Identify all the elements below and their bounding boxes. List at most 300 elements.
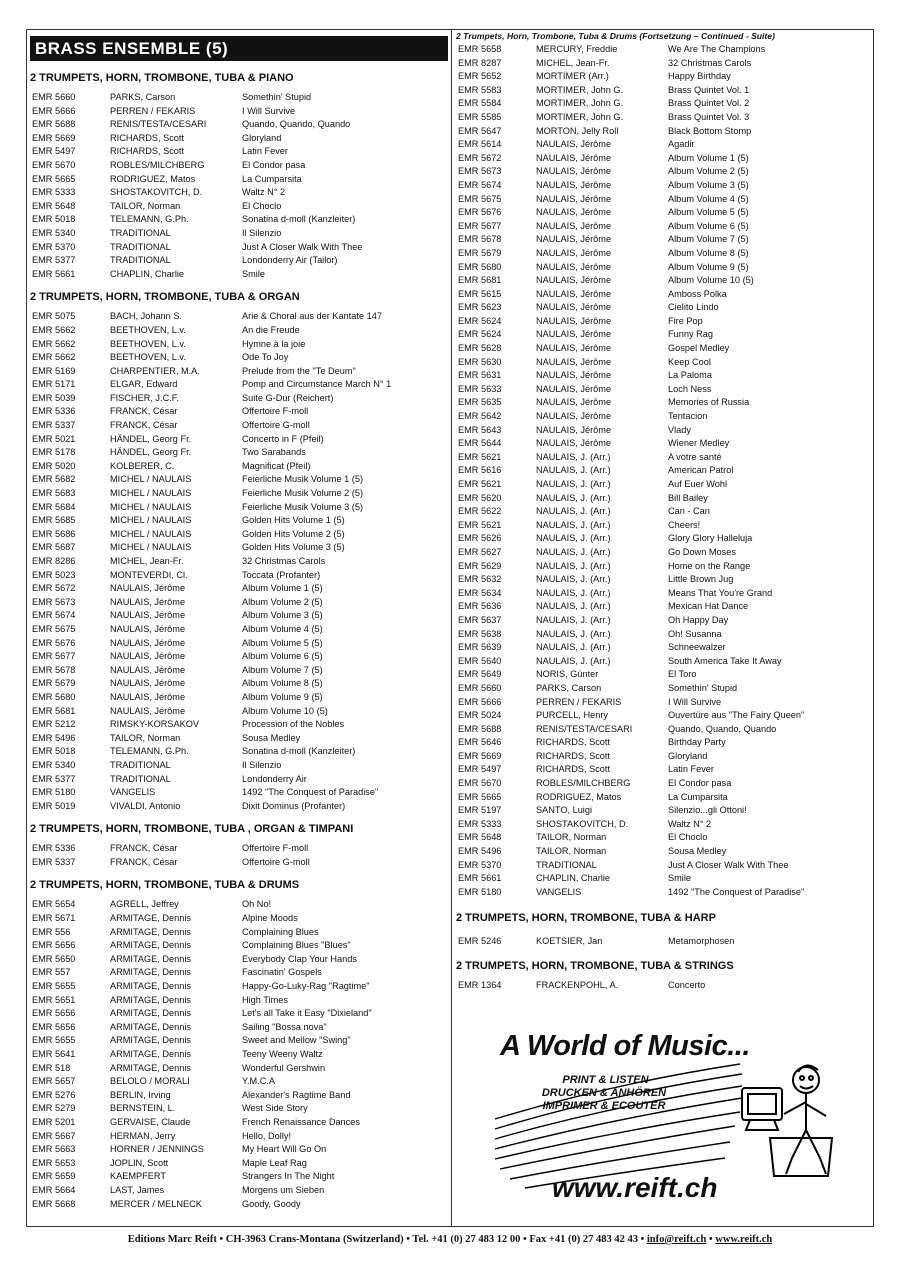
catalog-number: EMR 5333 (32, 187, 76, 198)
catalog-row (456, 886, 871, 900)
piece-title: Il Silenzio (242, 759, 282, 770)
catalog-row (456, 356, 871, 370)
catalog-number: EMR 5675 (32, 623, 76, 634)
catalog-number: EMR 5201 (32, 1116, 76, 1127)
piece-title: Cielito Lindo (668, 302, 719, 313)
piece-title: Alexander's Ragtime Band (242, 1089, 351, 1100)
catalog-row (456, 777, 871, 791)
catalog-row (456, 165, 871, 179)
footer-tel: Tel. +41 (0) 27 483 12 00 (412, 1234, 521, 1245)
composer-name: PARKS, Carson (536, 682, 602, 693)
composer-name: NORIS, Günter (536, 669, 599, 680)
catalog-row (30, 637, 448, 651)
catalog-row (456, 831, 871, 845)
catalog-number: EMR 5634 (458, 587, 502, 598)
composer-name: NAULAIS, J. (Arr.) (536, 628, 611, 639)
piece-title: El Condor pasa (668, 778, 732, 789)
composer-name: KOETSIER, Jan (536, 936, 603, 947)
piece-title: Offertoire G-moll (242, 420, 310, 431)
composer-name: TRADITIONAL (110, 241, 171, 252)
catalog-number: EMR 5622 (458, 506, 502, 517)
composer-name: NAULAIS, Jérôme (110, 583, 186, 594)
composer-name: BEETHOVEN, L.v. (110, 338, 186, 349)
piece-title: 32 Christmas Carols (668, 57, 752, 68)
piece-title: Somethin' Stupid (242, 92, 312, 102)
catalog-number: EMR 5633 (458, 383, 502, 394)
piece-title: Album Volume 9 (5) (242, 691, 323, 702)
catalog-number: EMR 5497 (32, 146, 76, 157)
catalog-number: EMR 5377 (32, 773, 76, 784)
catalog-row (456, 315, 871, 329)
catalog-number: EMR 5678 (32, 664, 76, 675)
composer-name: NAULAIS, J. (Arr.) (536, 560, 611, 571)
catalog-row (456, 628, 871, 642)
catalog-row (456, 668, 871, 682)
catalog-number: EMR 5496 (458, 846, 502, 857)
composer-name: NAULAIS, J. (Arr.) (536, 574, 611, 585)
catalog-row (30, 623, 448, 637)
piece-title: Album Volume 5 (5) (242, 637, 323, 648)
catalog-number: EMR 5656 (32, 1021, 76, 1032)
catalog-row (30, 842, 448, 856)
catalog-row (30, 105, 448, 119)
composer-name: MICHEL, Jean-Fr. (110, 556, 184, 566)
piece-title: Album Volume 6 (5) (668, 220, 749, 231)
catalog-number: EMR 5673 (32, 596, 76, 607)
composer-name: ARMITAGE, Dennis (110, 926, 192, 937)
catalog-number: EMR 5685 (32, 515, 76, 526)
catalog-number: EMR 5671 (32, 913, 76, 924)
piece-title: Procession of the Nobles (242, 719, 345, 730)
catalog-number: EMR 5669 (458, 750, 502, 761)
catalog-row (456, 641, 871, 655)
catalog-number: EMR 5687 (32, 542, 76, 553)
catalog-number: EMR 5650 (32, 953, 76, 964)
catalog-row (456, 750, 871, 764)
piece-title: Morgens um Sieben (242, 1184, 325, 1195)
catalog-number: EMR 5212 (32, 719, 76, 730)
composer-name: RICHARDS, Scott (110, 146, 185, 157)
catalog-row (30, 732, 448, 746)
catalog-number: EMR 5653 (32, 1157, 76, 1168)
catalog-row (456, 288, 871, 302)
piece-title: Concerto (668, 980, 706, 990)
composer-name: TAILOR, Norman (110, 732, 181, 743)
composer-name: NAULAIS, J. (Arr.) (536, 587, 611, 598)
left-column (30, 30, 448, 1211)
catalog-number: EMR 5648 (32, 200, 76, 211)
catalog-row (30, 473, 448, 487)
catalog-row (456, 247, 871, 261)
catalog-row (30, 351, 448, 365)
composer-name: NAULAIS, Jérôme (536, 343, 612, 354)
catalog-row (456, 519, 871, 533)
ad-line-1: PRINT & LISTEN (562, 1074, 649, 1086)
composer-name: RICHARDS, Scott (536, 750, 611, 761)
piece-title: Two Sarabands (242, 447, 306, 458)
catalog-row (30, 912, 448, 926)
composer-name: VANGELIS (110, 787, 156, 798)
catalog-number: EMR 5180 (458, 886, 502, 897)
piece-title: Home on the Range (668, 560, 751, 571)
composer-name: NAULAIS, J. (Arr.) (536, 601, 611, 612)
composer-name: NAULAIS, Jérôme (536, 261, 612, 272)
catalog-number: EMR 5680 (32, 691, 76, 702)
composer-name: MORTIMER, John G. (536, 84, 624, 95)
piece-title: Dixit Dominus (Profanter) (242, 800, 346, 811)
piece-title: El Condor pasa (242, 159, 306, 170)
catalog-number: EMR 5616 (458, 465, 502, 476)
piece-title: Offertoire F-moll (242, 406, 309, 417)
piece-title: Strangers In The Night (242, 1171, 335, 1182)
catalog-row (456, 464, 871, 478)
piece-title: El Choclo (242, 200, 282, 211)
catalog-row (30, 241, 448, 255)
catalog-number: EMR 5641 (32, 1049, 76, 1059)
right-column (456, 30, 871, 993)
piece-title: Album Volume 4 (5) (668, 193, 749, 204)
catalog-number: EMR 5654 (32, 899, 76, 910)
catalog-number: EMR 5672 (32, 583, 76, 594)
catalog-row (30, 582, 448, 596)
piece-title: Oh Happy Day (668, 614, 729, 625)
catalog-number: EMR 1364 (458, 980, 502, 990)
piece-title: Golden Hits Volume 3 (5) (242, 542, 345, 553)
catalog-row (456, 682, 871, 696)
piece-title: Can - Can (668, 506, 710, 517)
catalog-row (456, 342, 871, 356)
composer-name: NAULAIS, Jérôme (536, 288, 612, 299)
catalog-row (456, 709, 871, 723)
composer-name: VIVALDI, Antonio (110, 800, 181, 811)
catalog-row (456, 979, 871, 993)
catalog-number: EMR 5621 (458, 479, 502, 489)
composer-name: BEETHOVEN, L.v. (110, 324, 186, 335)
piece-title: Just A Closer Walk With Thee (242, 241, 363, 252)
piece-title: Album Volume 8 (5) (242, 678, 323, 689)
catalog-number: EMR 5584 (458, 98, 502, 109)
piece-title: 32 Christmas Carols (242, 556, 326, 566)
composer-name: NAULAIS, Jérôme (110, 623, 186, 634)
catalog-row (456, 804, 871, 818)
catalog-row (456, 261, 871, 275)
piece-title: Mexican Hat Dance (668, 601, 749, 612)
piece-title: Complaining Blues "Blues" (242, 940, 351, 951)
catalog-number: EMR 518 (32, 1062, 71, 1073)
piece-title: Wonderful Gershwin (242, 1062, 326, 1073)
composer-name: RENIS/TESTA/CESARI (110, 119, 207, 130)
piece-title: Tentacion (668, 411, 708, 422)
composer-name: ARMITAGE, Dennis (110, 1021, 192, 1032)
composer-name: MONTEVERDI, Cl. (110, 569, 188, 580)
piece-title: Feierliche Musik Volume 3 (5) (242, 501, 364, 512)
catalog-row (30, 1184, 448, 1198)
composer-name: PERREN / FEKARIS (536, 696, 622, 707)
catalog-number: EMR 5669 (32, 132, 76, 143)
composer-name: FRANCK, César (110, 856, 178, 867)
composer-name: NAULAIS, Jérôme (110, 651, 186, 662)
piece-title: Album Volume 3 (5) (242, 610, 323, 621)
catalog-row (456, 97, 871, 111)
catalog-number: EMR 5677 (458, 220, 502, 231)
composer-name: MICHEL / NAULAIS (110, 515, 192, 526)
piece-title: Golden Hits Volume 1 (5) (242, 515, 345, 526)
catalog-number: EMR 5628 (458, 343, 502, 354)
catalog-row (30, 939, 448, 953)
piece-title: La Paloma (668, 370, 712, 381)
catalog-number: EMR 5637 (458, 614, 502, 625)
piece-title: Brass Quintet Vol. 1 (668, 84, 750, 95)
footer-fax: Fax +41 (0) 27 483 42 43 (529, 1234, 638, 1245)
catalog-number: EMR 5276 (32, 1089, 76, 1100)
catalog-number: EMR 5658 (458, 44, 502, 54)
catalog-number: EMR 5644 (458, 438, 502, 449)
piece-title: Complaining Blues (242, 926, 319, 937)
piece-title: Magnificat (Pfeil) (242, 460, 311, 471)
footer-web-link[interactable]: www.reift.ch (715, 1234, 773, 1245)
catalog-number: EMR 5670 (32, 159, 76, 170)
catalog-row (456, 478, 871, 492)
composer-name: NAULAIS, J. (Arr.) (536, 642, 611, 653)
ad-url[interactable]: www.reift.ch (552, 1172, 718, 1203)
piece-title: American Patrol (668, 465, 734, 476)
composer-name: NAULAIS, Jérôme (536, 193, 612, 204)
piece-title: Agadir (668, 139, 695, 150)
catalog-number: EMR 5246 (458, 936, 502, 947)
catalog-row (30, 338, 448, 352)
catalog-row (456, 383, 871, 397)
catalog-number: EMR 5023 (32, 569, 76, 580)
catalog-row (456, 70, 871, 84)
catalog-number: EMR 5585 (458, 111, 502, 122)
catalog-row (30, 145, 448, 159)
catalog-row (30, 800, 448, 814)
composer-name: RODRIGUEZ, Matos (536, 791, 622, 802)
catalog-number: EMR 5624 (458, 329, 502, 340)
catalog-row (30, 487, 448, 501)
catalog-row (30, 186, 448, 200)
composer-name: CHAPLIN, Charlie (110, 268, 185, 279)
piece-title: Album Volume 1 (5) (242, 583, 323, 594)
catalog-number: EMR 5659 (32, 1171, 76, 1182)
piece-title: El Choclo (668, 832, 708, 843)
catalog-row (456, 560, 871, 574)
catalog-row (456, 152, 871, 166)
catalog-row (456, 396, 871, 410)
footer-separator-5: • (708, 1234, 716, 1245)
catalog-number: EMR 5377 (32, 255, 76, 266)
catalog-number: EMR 5666 (32, 105, 76, 116)
piece-title: Album Volume 3 (5) (668, 179, 749, 190)
composer-name: FRANCK, César (110, 420, 178, 431)
catalog-number: EMR 557 (32, 967, 71, 978)
composer-name: NAULAIS, Jérôme (536, 356, 612, 367)
catalog-number: EMR 5661 (32, 268, 76, 279)
piece-title: La Cumparsita (668, 791, 728, 802)
catalog-row (30, 254, 448, 268)
catalog-number: EMR 5688 (458, 723, 502, 734)
catalog-row (456, 111, 871, 125)
piece-title: Y.M.C.A (242, 1076, 276, 1087)
catalog-number: EMR 5021 (32, 433, 76, 444)
piece-title: Vlady (668, 424, 691, 435)
composer-name: KAEMPFERT (110, 1171, 166, 1182)
catalog-row (30, 596, 448, 610)
piece-title: Maple Leaf Rag (242, 1157, 307, 1168)
catalog-number: EMR 5623 (458, 302, 502, 313)
catalog-row (456, 84, 871, 98)
catalog-number: EMR 556 (32, 926, 71, 937)
ad-line-3: IMPRIMER & ECOUTER (542, 1100, 666, 1112)
composer-name: TRADITIONAL (110, 759, 171, 770)
composer-name: BELOLO / MORALI (110, 1076, 190, 1087)
composer-name: ARMITAGE, Dennis (110, 953, 192, 964)
piece-title: Funny Rag (668, 329, 713, 340)
section-title: 2 TRUMPETS, HORN, TROMBONE, TUBA & PIANO (30, 72, 294, 84)
piece-title: Hello, Dolly! (242, 1130, 292, 1141)
piece-title: We Are The Champions (668, 44, 766, 54)
piece-title: Sonatina d-moll (Kanzleiter) (242, 214, 356, 225)
piece-title: Brass Quintet Vol. 3 (668, 111, 750, 122)
catalog-row (30, 1198, 448, 1212)
catalog-number: EMR 5675 (458, 193, 502, 204)
continued-section-title: 2 Trumpets, Horn, Trombone, Tuba & Drums (Fortsetzung – Continued - Suite) (456, 31, 775, 41)
catalog-number: EMR 5626 (458, 533, 502, 544)
piece-title: Amboss Polka (668, 288, 727, 299)
composer-name: PARKS, Carson (110, 92, 176, 102)
catalog-number: EMR 5075 (32, 311, 76, 322)
composer-name: ARMITAGE, Dennis (110, 967, 192, 978)
catalog-number: EMR 5683 (32, 488, 76, 499)
catalog-row (30, 541, 448, 555)
piece-title: An die Freude (242, 324, 300, 335)
composer-name: TELEMANN, G.Ph. (110, 214, 189, 225)
composer-name: NAULAIS, J. (Arr.) (536, 614, 611, 625)
footer-separator-4: • (640, 1234, 647, 1245)
piece-title: Brass Quintet Vol. 2 (668, 98, 750, 109)
catalog-row (30, 213, 448, 227)
catalog-row (456, 696, 871, 710)
footer-email-link[interactable]: info@reift.ch (646, 1234, 707, 1245)
composer-name: HÄNDEL, Georg Fr. (110, 447, 192, 458)
piece-title: Toccata (Profanter) (242, 569, 321, 580)
piece-title: Schneewalzer (668, 642, 726, 653)
catalog-number: EMR 5660 (32, 92, 76, 102)
composer-name: NAULAIS, Jérôme (110, 596, 186, 607)
piece-title: Glory Glory Halleluja (668, 533, 753, 544)
piece-title: Wiener Medley (668, 438, 730, 449)
catalog-number: EMR 5688 (32, 119, 76, 130)
catalog-row (30, 1075, 448, 1089)
composer-name: BERNSTEIN, L. (110, 1103, 176, 1114)
piece-title: Memories of Russia (668, 397, 750, 408)
catalog-row (456, 791, 871, 805)
catalog-number: EMR 5019 (32, 800, 76, 811)
piece-title: Latin Fever (242, 146, 288, 157)
catalog-number: EMR 5340 (32, 227, 76, 238)
composer-name: FRANCK, César (110, 843, 178, 854)
piece-title: El Toro (668, 669, 697, 680)
catalog-row (456, 573, 871, 587)
musician-at-computer-illustration (740, 1058, 835, 1178)
composer-name: HERMAN, Jerry (110, 1130, 176, 1141)
piece-title: Goody, Goody (242, 1198, 301, 1209)
catalog-row (30, 1102, 448, 1116)
catalog-row (456, 451, 871, 465)
composer-name: TRADITIONAL (110, 227, 171, 238)
catalog-row (30, 227, 448, 241)
catalog-number: EMR 5680 (458, 261, 502, 272)
composer-name: ELGAR, Edward (110, 379, 178, 390)
catalog-row (456, 505, 871, 519)
catalog-row (456, 859, 871, 873)
catalog-number: EMR 5673 (458, 166, 502, 177)
catalog-number: EMR 5665 (32, 173, 76, 184)
catalog-row (456, 233, 871, 247)
catalog-number: EMR 5649 (458, 669, 502, 680)
catalog-number: EMR 5642 (458, 411, 502, 422)
piece-title: Suite G-Dur (Reichert) (242, 392, 334, 403)
catalog-row (30, 664, 448, 678)
composer-name: SANTO, Luigi (536, 805, 592, 816)
piece-title: Birthday Party (668, 737, 726, 748)
composer-name: NAULAIS, Jérôme (536, 397, 612, 408)
composer-name: MICHEL / NAULAIS (110, 488, 192, 499)
catalog-number: EMR 5664 (32, 1184, 76, 1195)
composer-name: ARMITAGE, Dennis (110, 940, 192, 951)
catalog-row (30, 745, 448, 759)
composer-name: ROBLES/MILCHBERG (536, 778, 631, 789)
catalog-row (456, 532, 871, 546)
composer-name: RENIS/TESTA/CESARI (536, 723, 633, 734)
catalog-number: EMR 5169 (32, 365, 76, 376)
catalog-row (30, 953, 448, 967)
catalog-number: EMR 5662 (32, 324, 76, 335)
composer-name: RICHARDS, Scott (110, 132, 185, 143)
piece-title: Quando, Quando, Quando (668, 723, 777, 734)
composer-name: TELEMANN, G.Ph. (110, 746, 189, 757)
section-title: 2 TRUMPETS, HORN, TROMBONE, TUBA , ORGAN & TIMPANI (30, 823, 354, 836)
catalog-row (30, 1116, 448, 1130)
catalog-number: EMR 8287 (458, 57, 502, 68)
piece-title: Ouvertüre aus "The Fairy Queen" (668, 710, 805, 721)
catalog-number: EMR 5615 (458, 288, 502, 299)
composer-name: TAILOR, Norman (110, 200, 181, 211)
catalog-number: EMR 5018 (32, 214, 76, 225)
piece-title: Alpine Moods (242, 913, 298, 924)
catalog-row (30, 392, 448, 406)
piece-title: Bill Bailey (668, 492, 708, 503)
composer-name: PURCELL, Henry (536, 710, 608, 721)
composer-name: TRADITIONAL (536, 859, 597, 870)
catalog-number: EMR 5646 (458, 737, 502, 748)
catalog-number: EMR 5630 (458, 356, 502, 367)
catalog-row (30, 966, 448, 980)
composer-name: KOLBERER, C. (110, 460, 175, 471)
composer-name: PERREN / FEKARIS (110, 105, 196, 116)
piece-title: Keep Cool (668, 356, 711, 367)
piece-title: Album Volume 7 (5) (668, 234, 749, 245)
catalog-row (456, 369, 871, 383)
piece-title: Sweet and Mellow "Swing" (242, 1035, 351, 1046)
ad-line-2: DRUCKEN & ANHÖREN (541, 1087, 667, 1099)
catalog-number: EMR 5337 (32, 856, 76, 867)
catalog-row (456, 655, 871, 669)
catalog-number: EMR 5497 (458, 764, 502, 775)
catalog-number: EMR 5496 (32, 732, 76, 743)
catalog-row (456, 125, 871, 139)
composer-name: NAULAIS, Jérôme (536, 315, 612, 326)
